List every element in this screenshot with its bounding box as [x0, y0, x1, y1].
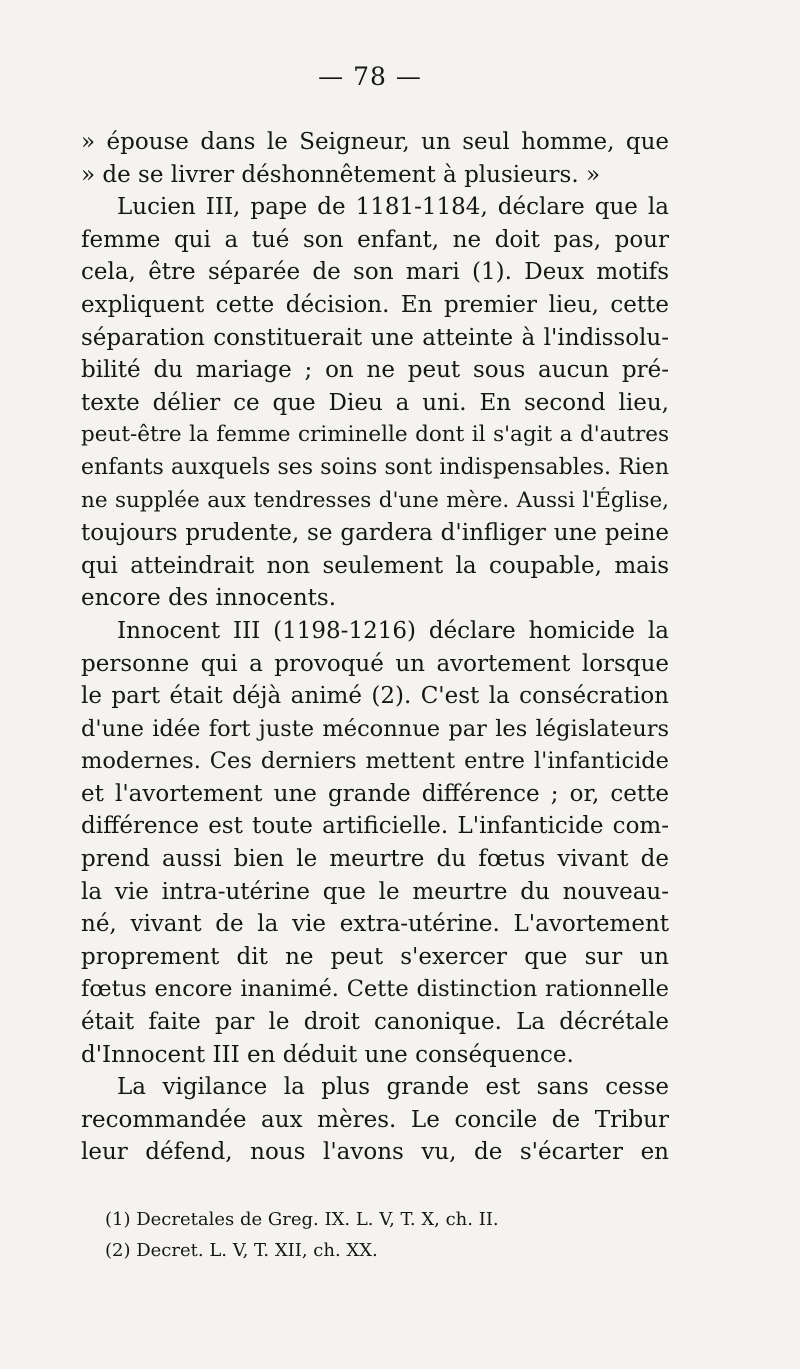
text-line: femme qui a tué son enfant, ne doit pas, pour: [81, 226, 669, 253]
text-line: ne supplée aux tendresses d'une mère. Aussi l'Église,: [81, 487, 669, 513]
text-line: séparation constituerait une atteinte à l'indissolu-: [81, 324, 669, 351]
text-line: proprement dit ne peut s'exercer que sur un: [81, 943, 669, 970]
text-line: le part était déjà animé (2). C'est la consécration: [81, 683, 669, 710]
text-line: prend aussi bien le meurtre du fœtus vivant de: [81, 846, 669, 873]
text-line: d'Innocent III en déduit une conséquence.: [81, 1041, 574, 1068]
body-text: [81, 126, 669, 1169]
text-line: était faite par le droit canonique. La décrétale: [81, 1009, 669, 1036]
text-line: fœtus encore inanimé. Cette distinction rationnelle: [81, 976, 669, 1003]
text-line: » de se livrer déshonnêtement à plusieurs. »: [81, 161, 601, 188]
text-line: enfants auxquels ses soins sont indispensables. Rien: [81, 454, 669, 480]
footnote: (1) Decretales de Greg. IX. L. V, T. X, ch. II.: [105, 1209, 499, 1230]
footnote: (2) Decret. L. V, T. XII, ch. XX.: [105, 1240, 378, 1261]
text-line: et l'avortement une grande différence ; or, cette: [81, 780, 669, 807]
text-line: toujours prudente, se gardera d'infliger une peine: [81, 520, 669, 547]
text-line: peut-être la femme criminelle dont il s'agit a d'autres: [81, 422, 669, 448]
text-line: bilité du mariage ; on ne peut sous aucun pré-: [81, 357, 669, 384]
text-line: né, vivant de la vie extra-utérine. L'avortement: [81, 911, 669, 938]
text-line: texte délier ce que Dieu a uni. En second lieu,: [81, 389, 669, 416]
text-line: d'une idée fort juste méconnue par les législateurs: [81, 715, 669, 742]
page-number: — 78 —: [318, 62, 422, 91]
text-line: expliquent cette décision. En premier lieu, cette: [81, 291, 669, 318]
text-line: Innocent III (1198-1216) déclare homicide la: [117, 617, 669, 644]
text-line: qui atteindrait non seulement la coupable, mais: [81, 552, 669, 579]
text-line: leur défend, nous l'avons vu, de s'écarter en: [81, 1139, 669, 1166]
text-line: La vigilance la plus grande est sans cesse: [117, 1074, 669, 1101]
text-line: différence est toute artificielle. L'infanticide com-: [81, 813, 669, 840]
text-line: cela, être séparée de son mari (1). Deux motifs: [81, 259, 669, 286]
text-line: encore des innocents.: [81, 585, 337, 612]
text-line: » épouse dans le Seigneur, un seul homme, que: [81, 129, 669, 155]
text-line: modernes. Ces derniers mettent entre l'infanticide: [81, 748, 669, 775]
footnotes: [105, 1204, 625, 1266]
text-line: recommandée aux mères. Le concile de Tribur: [81, 1106, 669, 1133]
text-line: Lucien III, pape de 1181-1184, déclare que la: [117, 194, 669, 221]
text-line: personne qui a provoqué un avortement lorsque: [81, 650, 669, 677]
text-line: la vie intra-utérine que le meurtre du nouveau-: [81, 878, 669, 905]
